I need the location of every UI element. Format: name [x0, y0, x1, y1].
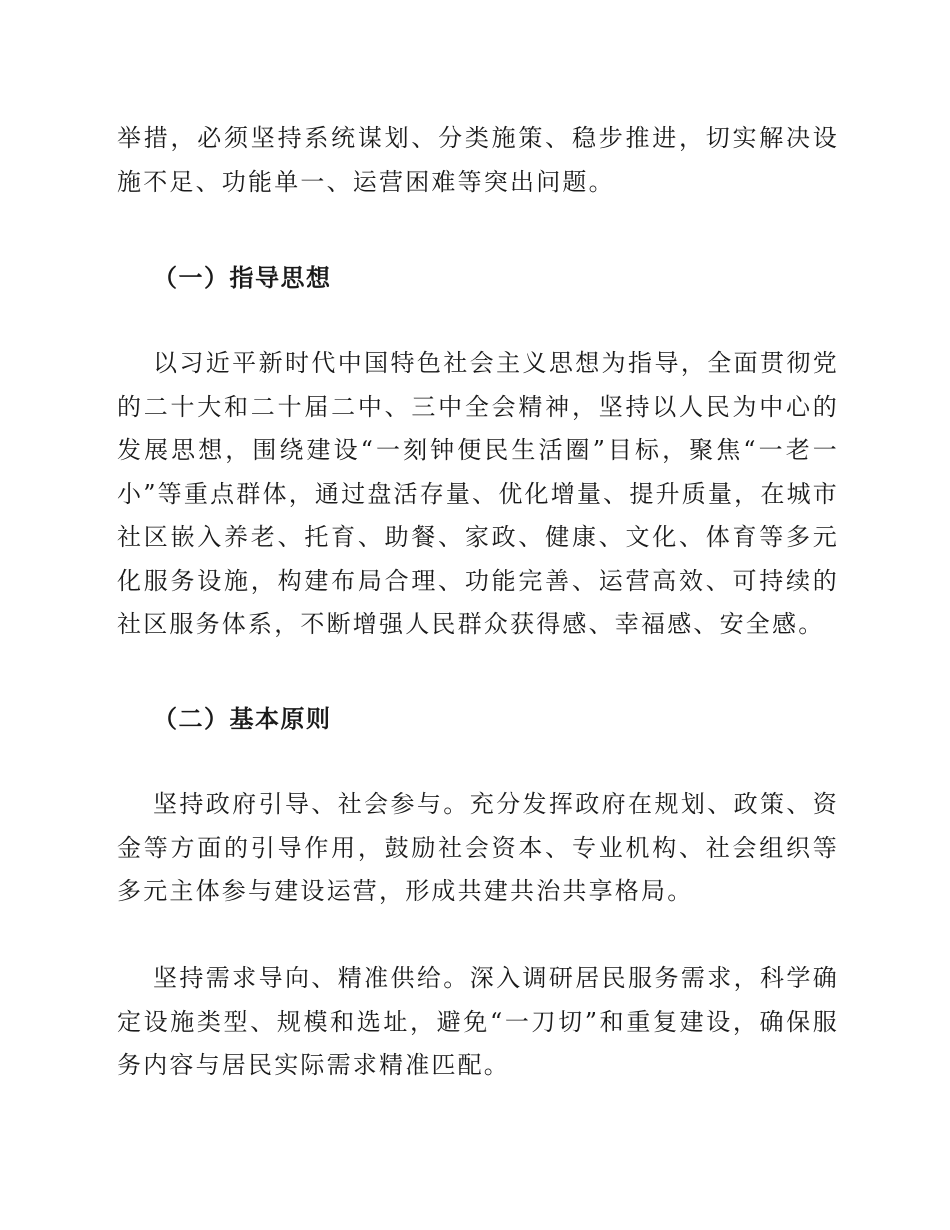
section-heading-guiding-block — [117, 256, 839, 300]
principle-1-block — [117, 783, 839, 914]
principle-paragraph-government-guidance: 坚持政府引导、社会参与。充分发挥政府在规划、政策、资金等方面的引导作用，鼓励社会资本、专业机构、社会组织等多元主体参与建设运营，形成共建共治共享格局。 — [117, 790, 839, 905]
section-heading-principles-block — [117, 697, 839, 741]
guiding-paragraph-block — [117, 342, 839, 647]
guiding-thought-paragraph: 以习近平新时代中国特色社会主义思想为指导，全面贯彻党的二十大和二十届二中、三中全会精神，坚持以人民为中心的发展思想，围绕建设“一刻钟便民生活圈”目标，聚焦“一老一小”等重点群体，通过盘活存量、优化增量、提升质量，在城市社区嵌入养老、托育、助餐、家政、健康、文化、体育等多元化服务设施，构建布局合理、功能完善、运营高效、可持续的社区服务体系，不断增强人民群众获得感、幸福感、安全感。 — [117, 349, 839, 638]
intro-paragraph-block — [117, 117, 839, 204]
section-heading-guiding-thought: （一）指导思想 — [153, 263, 332, 292]
intro-paragraph: 举措，必须坚持系统谋划、分类施策、稳步推进，切实解决设施不足、功能单一、运营困难等突出问题。 — [117, 124, 839, 196]
principle-paragraph-demand-oriented: 坚持需求导向、精准供给。深入调研居民服务需求，科学确定设施类型、规模和选址，避免“一刀切”和重复建设，确保服务内容与居民实际需求精准匹配。 — [117, 964, 839, 1079]
principle-2-block — [117, 957, 839, 1088]
section-heading-basic-principles: （二）基本原则 — [153, 704, 332, 733]
